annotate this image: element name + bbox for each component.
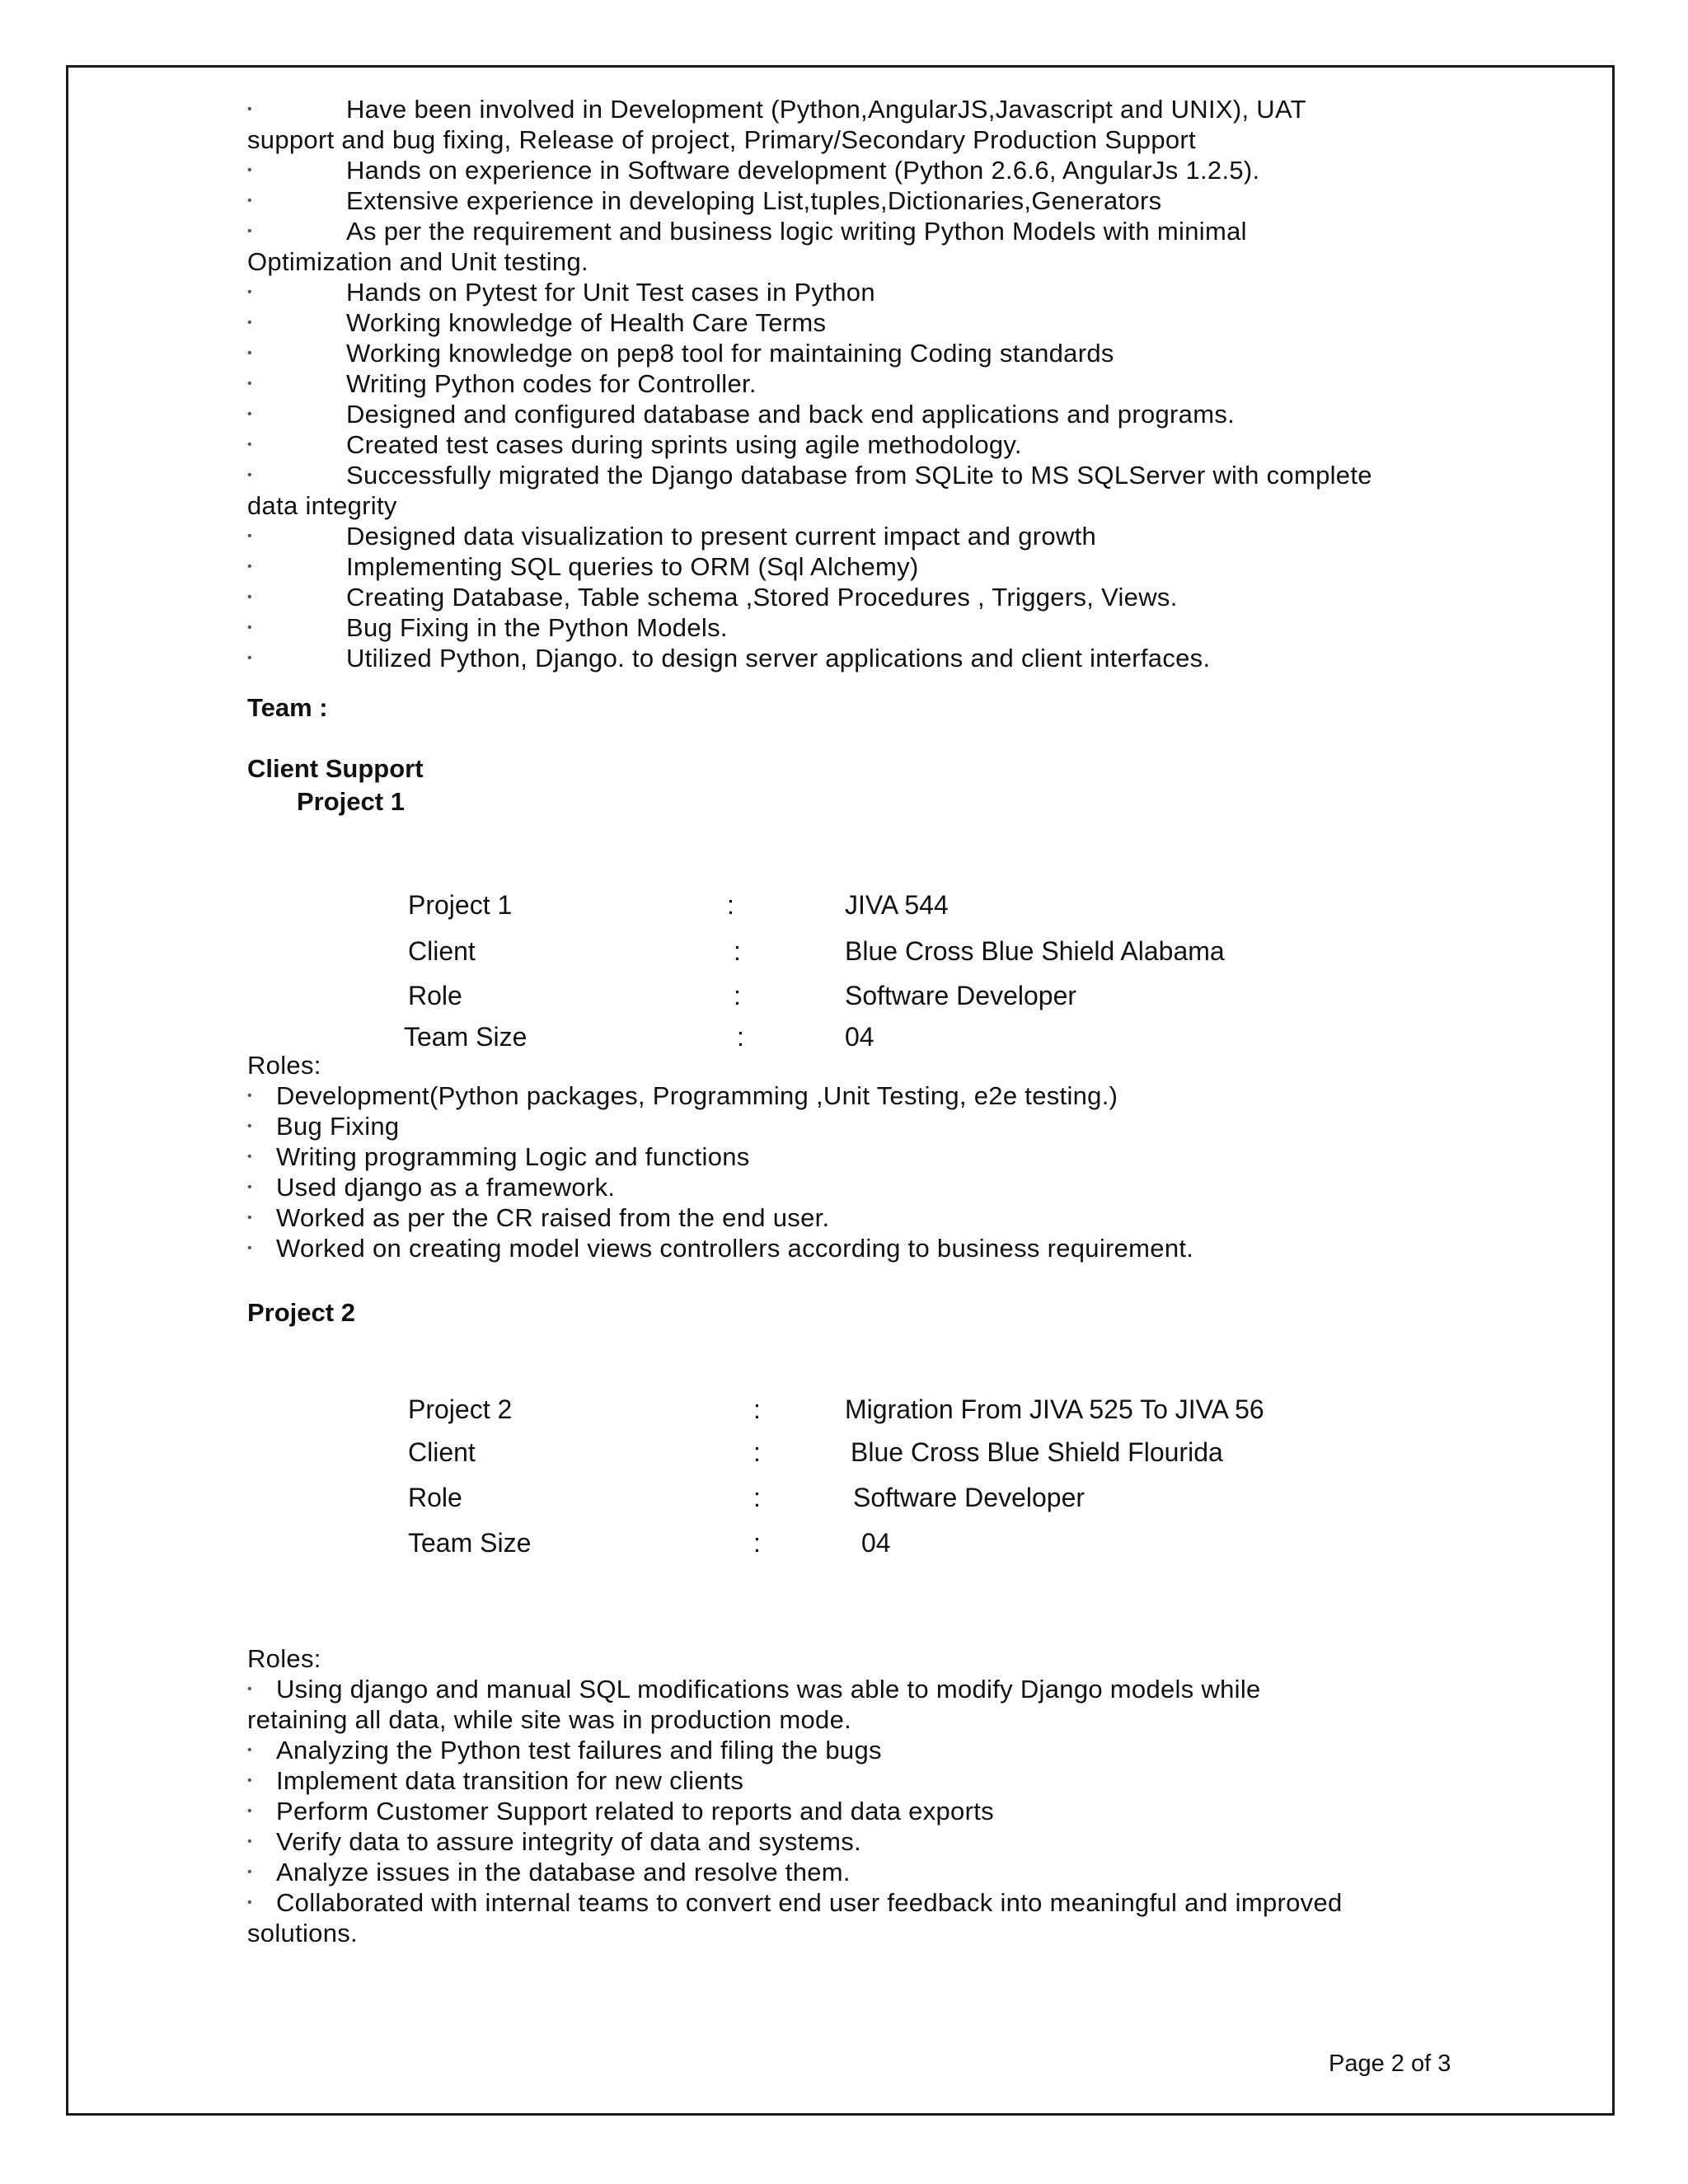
row-key: Project 2 xyxy=(408,1394,513,1424)
list-item xyxy=(247,460,1451,490)
list-item xyxy=(247,307,1451,338)
row-key: Client xyxy=(408,1437,476,1467)
list-item xyxy=(247,338,1451,368)
table-row xyxy=(247,1483,1319,1516)
row-key: Team Size xyxy=(408,1528,532,1558)
list-item xyxy=(247,368,1451,399)
project1-heading: Project 1 xyxy=(297,787,405,816)
list-item-text: Development(Python packages, Programming ,Unit Testing, e2e testing.) xyxy=(276,1081,1118,1110)
list-item-text: Implement data transition for new clients xyxy=(276,1766,744,1795)
row-value: 04 xyxy=(845,1022,874,1052)
row-colon: : xyxy=(727,890,734,920)
row-key: Team Size xyxy=(404,1022,528,1052)
list-item xyxy=(247,1887,1451,1918)
roles-label: Roles: xyxy=(247,1644,321,1673)
roles-label: Roles: xyxy=(247,1051,321,1080)
list-item xyxy=(247,1141,1451,1172)
table-row xyxy=(247,981,1319,1014)
table-row xyxy=(247,936,1319,969)
list-item-continuation: data integrity xyxy=(247,491,397,520)
row-value: Blue Cross Blue Shield Alabama xyxy=(845,936,1225,966)
list-item-continuation: solutions. xyxy=(247,1919,358,1947)
list-item xyxy=(247,216,1451,246)
row-colon: : xyxy=(734,936,741,966)
list-item-text: Implementing SQL queries to ORM (Sql Alchemy) xyxy=(346,552,919,581)
row-value: Software Developer xyxy=(853,1483,1085,1512)
list-item-continuation: support and bug fixing, Release of project, Primary/Secondary Production Support xyxy=(247,125,1196,154)
row-colon: : xyxy=(753,1394,761,1424)
list-item xyxy=(247,1796,1451,1826)
table-row xyxy=(247,1528,1319,1561)
list-item-text: Bug Fixing xyxy=(276,1112,400,1141)
list-item xyxy=(247,94,1451,124)
list-item-text: Writing programming Logic and functions xyxy=(276,1142,750,1171)
list-item-text: Created test cases during sprints using agile methodology. xyxy=(346,430,1022,459)
list-item xyxy=(247,277,1451,307)
list-item xyxy=(247,429,1451,460)
list-item xyxy=(247,582,1451,612)
list-item-text: Extensive experience in developing List,tuples,Dictionaries,Generators xyxy=(346,186,1162,215)
project2-heading: Project 2 xyxy=(247,1298,355,1327)
experience-list xyxy=(247,94,1451,673)
list-item-continuation: Optimization and Unit testing. xyxy=(247,247,588,276)
page-number: Page 2 of 3 xyxy=(1329,2050,1451,2077)
row-value: JIVA 544 xyxy=(845,890,949,920)
row-key: Role xyxy=(408,1483,462,1512)
list-item xyxy=(247,1172,1451,1202)
list-item xyxy=(247,155,1451,185)
project2-roles xyxy=(247,1643,1451,1948)
list-item-text: Worked on creating model views controllers according to business requirement. xyxy=(276,1234,1194,1263)
list-item-text: As per the requirement and business logic writing Python Models with minimal xyxy=(346,217,1247,246)
list-item xyxy=(247,1111,1451,1141)
row-colon: : xyxy=(753,1483,761,1512)
table-row xyxy=(247,890,1319,923)
list-item-text: Utilized Python, Django. to design server applications and client interfaces. xyxy=(346,644,1211,673)
team-heading: Team : xyxy=(247,693,328,722)
row-colon: : xyxy=(753,1528,761,1558)
list-item xyxy=(247,1233,1451,1263)
list-item xyxy=(247,1857,1451,1887)
list-item xyxy=(247,1080,1451,1111)
row-key: Project 1 xyxy=(408,890,513,920)
list-item-text: Analyzing the Python test failures and filing the bugs xyxy=(276,1736,882,1765)
list-item-text: Have been involved in Development (Python,AngularJS,Javascript and UNIX), UAT xyxy=(346,95,1306,124)
table-row xyxy=(247,1394,1319,1427)
list-item-text: Collaborated with internal teams to convert end user feedback into meaningful and improved xyxy=(276,1888,1343,1917)
row-colon: : xyxy=(737,1022,744,1052)
row-value: Software Developer xyxy=(845,981,1077,1010)
list-item-text: Designed and configured database and back end applications and programs. xyxy=(346,400,1236,429)
table-row xyxy=(247,1437,1319,1470)
row-colon: : xyxy=(753,1437,761,1467)
list-item xyxy=(247,399,1451,429)
row-key: Role xyxy=(408,981,462,1010)
list-item-text: Designed data visualization to present current impact and growth xyxy=(346,522,1097,551)
list-item-text: Analyze issues in the database and resolve them. xyxy=(276,1858,851,1886)
client-support-heading: Client Support xyxy=(247,754,424,783)
list-item xyxy=(247,185,1451,216)
row-value: Migration From JIVA 525 To JIVA 56 xyxy=(845,1394,1264,1424)
list-item xyxy=(247,612,1451,643)
row-colon: : xyxy=(734,981,741,1010)
list-item xyxy=(247,551,1451,582)
list-item-text: Creating Database, Table schema ,Stored Procedures , Triggers, Views. xyxy=(346,583,1178,612)
list-item xyxy=(247,643,1451,673)
project1-roles xyxy=(247,1050,1451,1263)
list-item-text: Hands on experience in Software development (Python 2.6.6, AngularJs 1.2.5). xyxy=(346,156,1260,185)
row-value: 04 xyxy=(861,1528,891,1558)
list-item xyxy=(247,521,1451,551)
list-item-text: Verify data to assure integrity of data and systems. xyxy=(276,1827,862,1856)
row-key: Client xyxy=(408,936,476,966)
list-item-text: Working knowledge on pep8 tool for maintaining Coding standards xyxy=(346,339,1114,368)
list-item-text: Successfully migrated the Django database from SQLite to MS SQLServer with complete xyxy=(346,461,1372,490)
list-item-text: Using django and manual SQL modifications was able to modify Django models while xyxy=(276,1675,1261,1704)
list-item xyxy=(247,1735,1451,1765)
list-item xyxy=(247,1674,1451,1704)
row-value: Blue Cross Blue Shield Flourida xyxy=(851,1437,1223,1467)
list-item-text: Worked as per the CR raised from the end user. xyxy=(276,1203,830,1232)
list-item xyxy=(247,1202,1451,1233)
list-item-text: Bug Fixing in the Python Models. xyxy=(346,613,728,642)
list-item-text: Writing Python codes for Controller. xyxy=(346,369,757,398)
list-item-text: Perform Customer Support related to reports and data exports xyxy=(276,1797,994,1825)
list-item xyxy=(247,1826,1451,1857)
list-item xyxy=(247,1765,1451,1796)
list-item-continuation: retaining all data, while site was in production mode. xyxy=(247,1705,852,1734)
list-item-text: Used django as a framework. xyxy=(276,1173,616,1202)
list-item-text: Working knowledge of Health Care Terms xyxy=(346,308,827,337)
list-item-text: Hands on Pytest for Unit Test cases in Python xyxy=(346,278,875,307)
